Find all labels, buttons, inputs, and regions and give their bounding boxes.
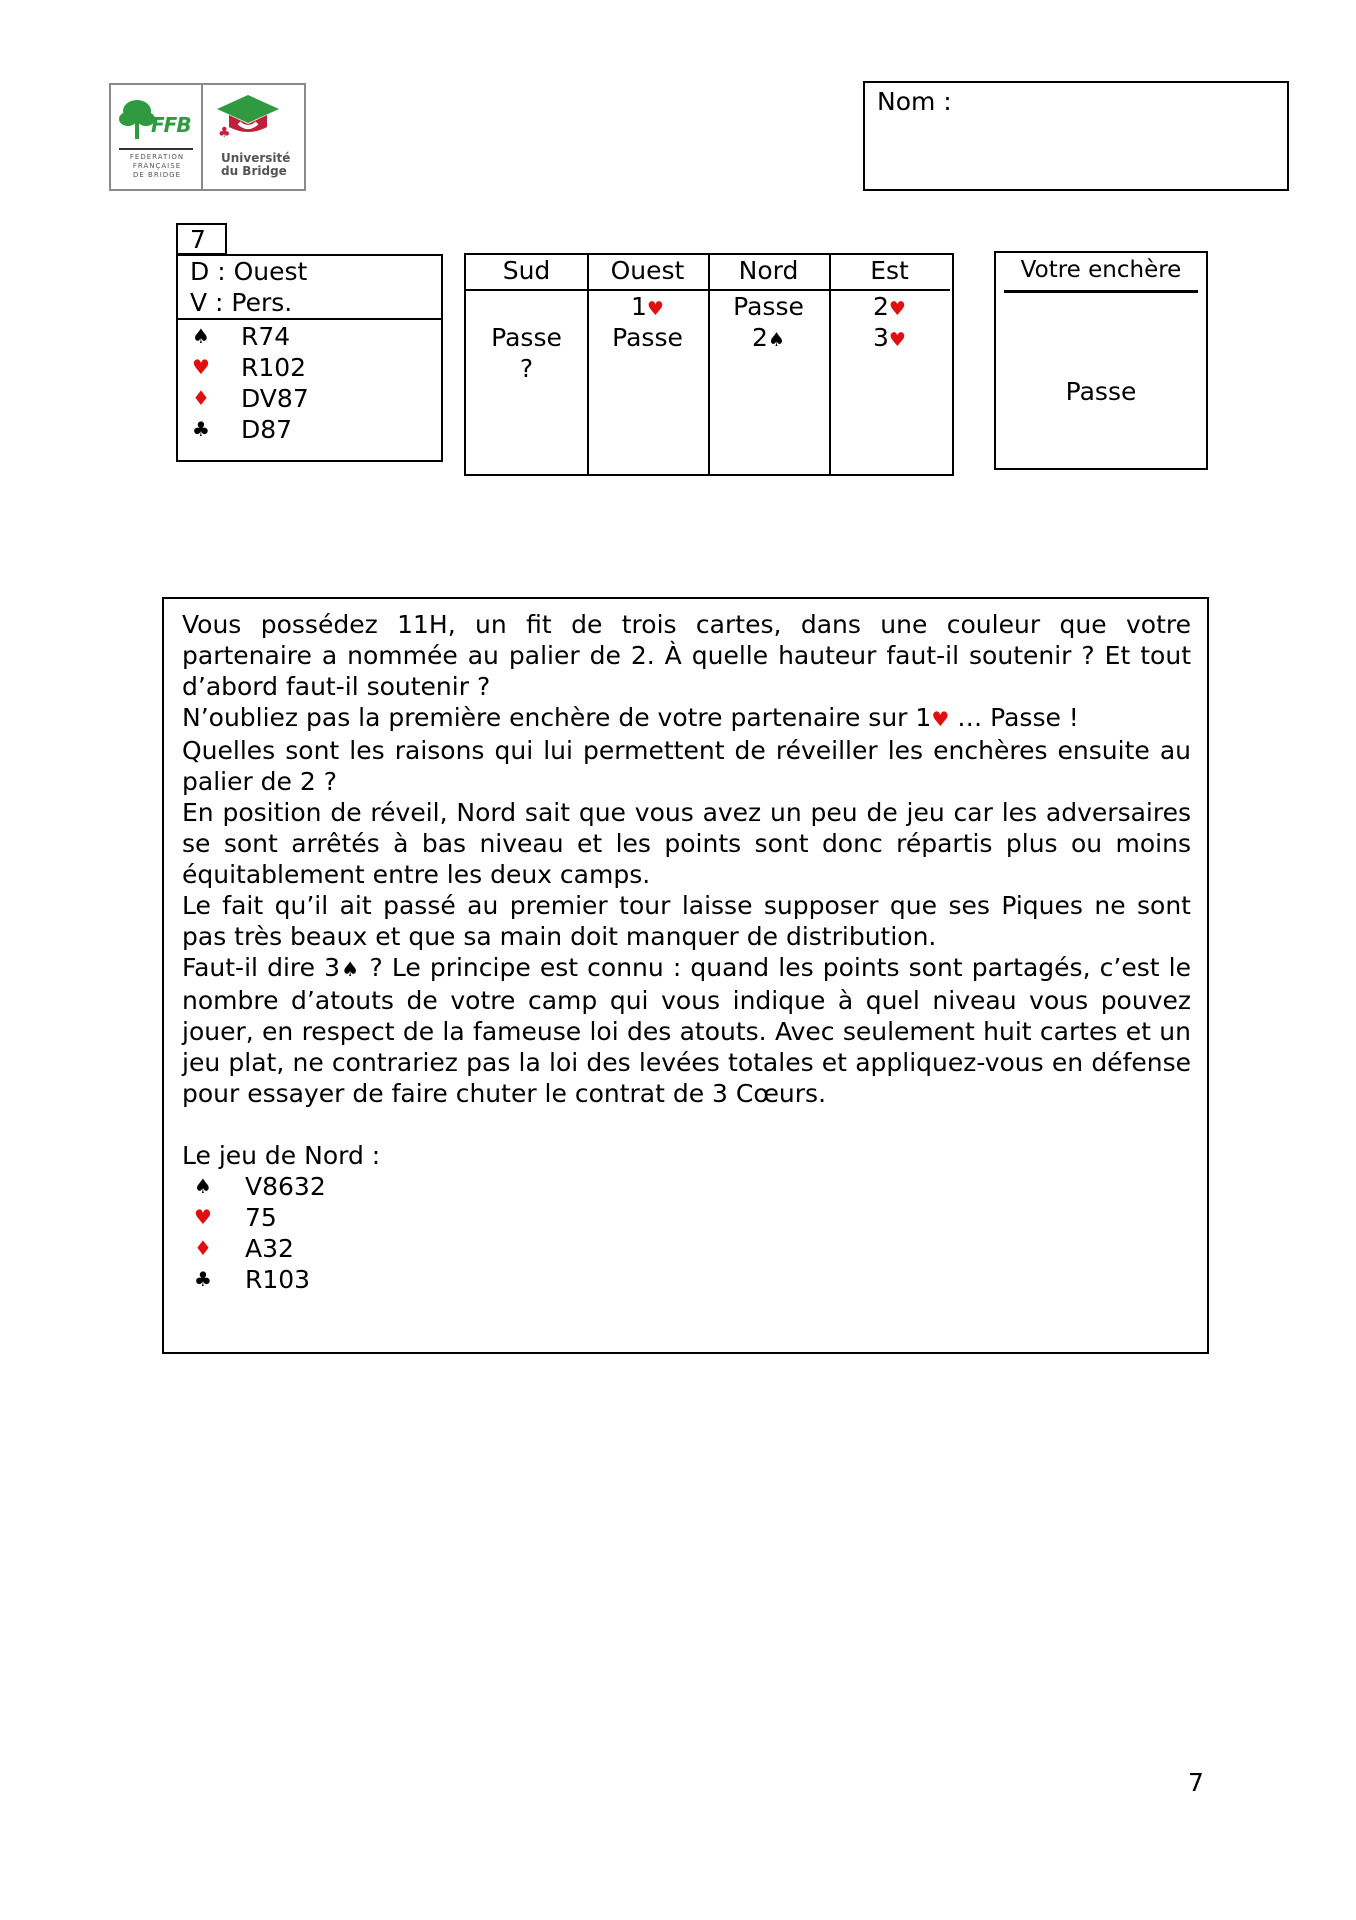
name-label: Nom : — [877, 87, 952, 116]
hand-cards-clubs: D87 — [241, 415, 293, 444]
south-hand-box — [176, 254, 443, 462]
spade-icon: ♠ — [767, 329, 785, 351]
name-field[interactable] — [863, 81, 1289, 191]
north-cards-clubs: R103 — [245, 1265, 311, 1294]
north-cards-diamonds: A32 — [245, 1234, 294, 1263]
bidding-table — [464, 253, 954, 476]
diamond-icon: ♦ — [194, 1236, 212, 1260]
bid-header: Nord — [708, 255, 829, 291]
bid-cell: Passe — [491, 323, 562, 352]
north-row-clubs — [182, 1264, 1191, 1295]
hand-cards-diamonds: DV87 — [241, 384, 309, 413]
hand-row-clubs — [178, 414, 441, 445]
bid-column-ouest — [587, 255, 710, 474]
heart-icon: ♥ — [194, 1205, 212, 1229]
bid-header: Ouest — [587, 255, 708, 291]
hand-suits — [178, 320, 441, 445]
hand-row-spades — [178, 321, 441, 352]
ffb-logo-left — [111, 85, 203, 189]
bid-cell: Passe — [733, 292, 804, 321]
spade-icon: ♠ — [194, 1174, 212, 1198]
ffb-wordmark: FFB — [151, 113, 191, 137]
comment-paragraph: N’oubliez pas la première enchère de votre partenaire sur 1♥ … Passe ! — [182, 703, 1079, 732]
spade-icon: ♠ — [340, 957, 361, 981]
federation-text: FEDERATION FRANÇAISE DE BRIDGE — [129, 153, 185, 179]
bid-cell: ? — [519, 354, 534, 383]
commentary-box — [162, 597, 1209, 1354]
dealer-line: D : Ouest — [190, 257, 308, 286]
bid-cell: 2♥ — [873, 292, 906, 321]
hand-cards-spades: R74 — [241, 322, 291, 351]
comment-paragraph: Le fait qu’il ait passé au premier tour laisse supposer que ses Piques ne sont pas très beaux et que sa main doit manquer de distribution. — [182, 891, 1191, 951]
graduation-cap-icon — [215, 93, 281, 149]
bid-column-est — [829, 255, 950, 474]
hand-row-hearts — [178, 352, 441, 383]
bid-cell: 2♠ — [752, 323, 785, 352]
bid-cell: 1♥ — [631, 292, 664, 321]
north-row-diamonds — [182, 1233, 1191, 1264]
hand-row-diamonds — [178, 383, 441, 414]
bid-cell: 3♥ — [873, 323, 906, 352]
north-row-spades — [182, 1171, 1191, 1202]
vulnerability-line: V : Pers. — [190, 288, 293, 317]
answer-value: Passe — [1065, 377, 1137, 406]
heart-icon: ♥ — [192, 355, 210, 379]
answer-title: Votre enchère — [1004, 254, 1198, 293]
comment-paragraph: En position de réveil, Nord sait que vous avez un peu de jeu car les adversaires se sont arrêtés à bas niveau et les points sont donc répartis plus ou moins équitablement entre les deux camps. — [182, 798, 1191, 889]
bid-cell — [466, 291, 587, 322]
spade-icon: ♠ — [192, 324, 210, 348]
answer-box — [994, 251, 1208, 470]
deal-info — [178, 256, 441, 320]
diamond-icon: ♦ — [192, 386, 210, 410]
club-icon: ♣ — [194, 1267, 212, 1291]
heart-icon: ♥ — [888, 329, 906, 351]
heart-icon: ♥ — [931, 707, 950, 731]
universite-text: Université du Bridge — [221, 151, 291, 178]
north-row-hearts — [182, 1202, 1191, 1233]
comment-paragraph: Faut-il dire 3♠ ? Le principe est connu : quand les points sont partagés, c’est le nombre d’atouts de votre camp qui vous indique à quel niveau vous pouvez jouer, en respect de la fameuse loi des atouts. Avec seulement huit cartes et un jeu plat, ne contrariez pas la loi des levées totales et appliquez-vous en défense pour essayer de faire chuter le contrat de 3 Cœurs. — [182, 953, 1191, 1108]
bid-column-sud — [466, 255, 589, 474]
comment-paragraph: Vous possédez 11H, un fit de trois cartes, dans une couleur que votre partenaire a nommée au palier de 2. À quelle hauteur faut-il soutenir ? Et tout d’abord faut-il soutenir ? — [182, 610, 1191, 701]
ffb-logo — [109, 83, 306, 191]
bid-cell: Passe — [612, 323, 683, 352]
bid-column-nord — [708, 255, 831, 474]
hand-cards-hearts: R102 — [241, 353, 307, 382]
bid-header: Sud — [466, 255, 587, 291]
universite-logo — [203, 85, 304, 189]
logo-rule — [119, 148, 193, 150]
svg-text:♣: ♣ — [218, 125, 231, 141]
deal-number: 7 — [176, 223, 227, 255]
heart-icon: ♥ — [888, 298, 906, 320]
heart-icon: ♥ — [646, 298, 664, 320]
bid-header: Est — [829, 255, 950, 291]
club-icon: ♣ — [192, 417, 210, 441]
page-number: 7 — [1188, 1768, 1204, 1797]
comment-paragraph: Quelles sont les raisons qui lui permettent de réveiller les enchères ensuite au palier de 2 ? — [182, 736, 1191, 796]
north-cards-hearts: 75 — [245, 1203, 277, 1232]
north-cards-spades: V8632 — [245, 1172, 326, 1201]
north-hand-title: Le jeu de Nord : — [182, 1141, 381, 1170]
